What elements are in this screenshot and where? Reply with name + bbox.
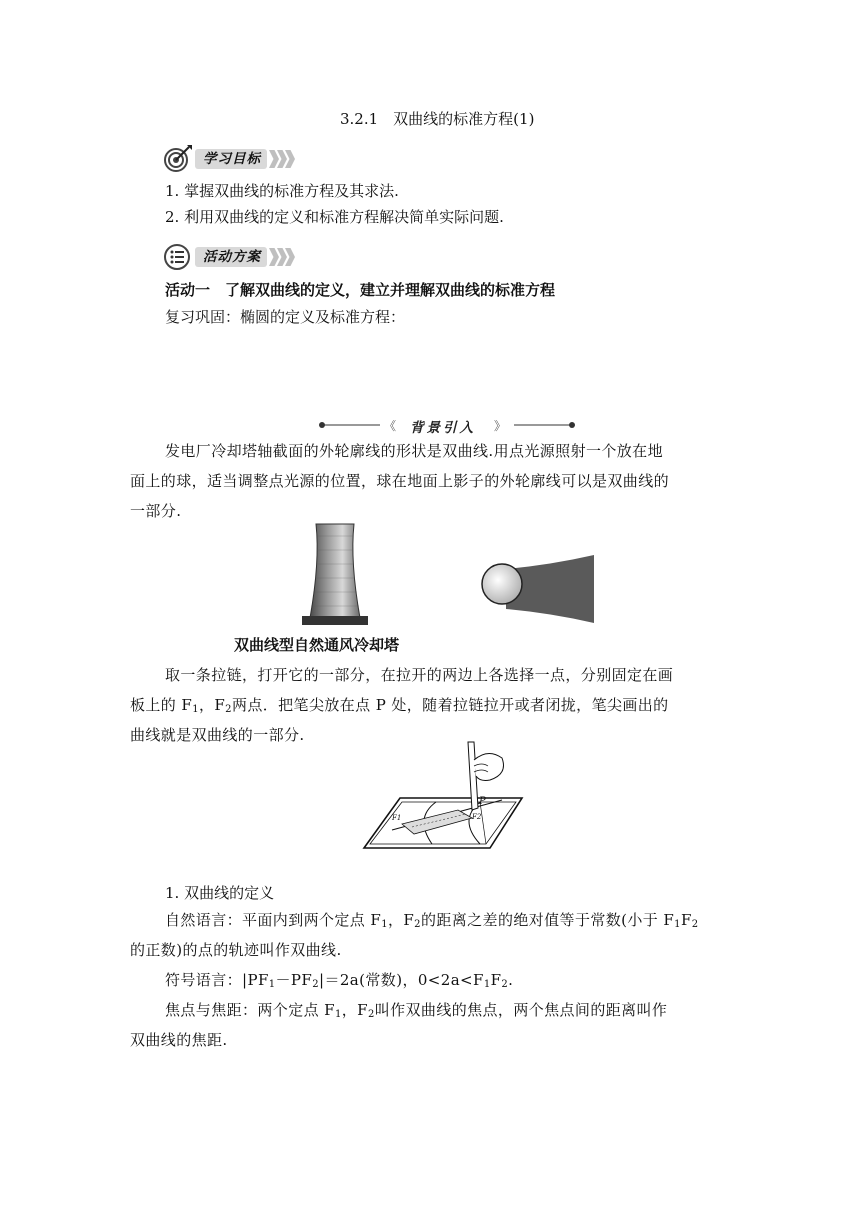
paragraph-line: 曲线就是双曲线的一部分. [130, 726, 305, 744]
definition-heading: 1. 双曲线的定义 [165, 884, 275, 902]
text-run: 符号语言：|PF [165, 971, 269, 989]
subscript: 2 [691, 919, 699, 930]
text-run: 的距离之差的绝对值等于常数(小于 F [420, 911, 675, 929]
review-prompt: 复习巩固：椭圆的定义及标准方程： [165, 308, 406, 326]
intro-paragraph-1 [130, 436, 740, 526]
objective-item: 1. 掌握双曲线的标准方程及其求法. [165, 182, 399, 200]
text-run: ，F [341, 1001, 368, 1019]
subscript: 2 [414, 919, 421, 930]
paragraph-line: 的正数)的点的轨迹叫作双曲线. [130, 941, 342, 959]
chevron-decoration-icon [269, 248, 293, 266]
paragraph-line [130, 690, 740, 720]
point-f2-label: F2 [472, 813, 482, 821]
plan-label: 活动方案 [195, 247, 267, 267]
chevron-decoration-icon [269, 150, 293, 168]
subscript: 1 [192, 704, 199, 715]
target-icon [163, 144, 193, 174]
subscript: 1 [381, 919, 388, 930]
section-title: 3.2.1 双曲线的标准方程(1) [340, 110, 535, 128]
text-run: . [508, 971, 514, 989]
cooling-tower-image [300, 522, 370, 625]
subscript: 1 [334, 1009, 342, 1020]
intro-paragraph-2 [130, 660, 740, 750]
section-divider [318, 415, 576, 435]
paragraph-line: 发电厂冷却塔轴截面的外轮廓线的形状是双曲线.用点光源照射一个放在地 [165, 442, 663, 460]
objectives-banner [163, 148, 293, 170]
image-caption: 双曲线型自然通风冷却塔 [234, 636, 400, 654]
subscript: 2 [501, 979, 509, 990]
subscript: 2 [312, 979, 319, 990]
definition-body [130, 905, 740, 1055]
text-run: 自然语言：平面内到两个定点 F [165, 911, 382, 929]
text-run: 板上的 F [130, 696, 193, 714]
text-run: ，F [387, 911, 415, 929]
subscript: 1 [268, 979, 276, 990]
list-icon [163, 242, 193, 272]
subscript: 1 [483, 979, 491, 990]
subscript: 2 [367, 1009, 375, 1020]
objective-item: 2. 利用双曲线的定义和标准方程解决简单实际问题. [165, 208, 504, 226]
point-p-label: P [479, 796, 486, 807]
paragraph-line [130, 965, 740, 995]
svg-text:《: 《 [384, 419, 397, 433]
plan-banner [163, 246, 293, 268]
text-run: F [680, 911, 692, 929]
paragraph-line: 面上的球，适当调整点光源的位置，球在地面上影子的外轮廓线可以是双曲线的 [130, 472, 670, 490]
text-run: F [490, 971, 502, 989]
zipper-hyperbola-figure [362, 740, 532, 852]
subscript: 2 [225, 704, 232, 715]
ball-shadow-image [480, 553, 595, 625]
paragraph-line: 取一条拉链，打开它的一部分，在拉开的两边上各选择一点，分别固定在画 [165, 666, 674, 684]
activity-heading: 活动一 了解双曲线的定义，建立并理解双曲线的标准方程 [165, 281, 556, 299]
text-run: －PF [275, 971, 313, 989]
text-run: 焦点与焦距：两个定点 F [165, 1001, 335, 1019]
text-run: 叫作双曲线的焦点，两个焦点间的距离叫作 [374, 1001, 668, 1019]
point-f1-label: F1 [392, 814, 402, 822]
text-run: 两点．把笔尖放在点 P 处，随着拉链拉开或者闭拢，笔尖画出的 [231, 696, 669, 714]
paragraph-line [130, 995, 740, 1025]
text-run: |＝2a(常数)，0<2a<F [319, 971, 484, 989]
subscript: 1 [674, 919, 681, 930]
svg-text:》: 》 [494, 419, 507, 433]
text-run: ，F [198, 696, 226, 714]
paragraph-line: 双曲线的焦距. [130, 1031, 228, 1049]
objectives-label: 学习目标 [195, 149, 267, 169]
divider-label: 背景引入 [410, 420, 476, 436]
paragraph-line: 一部分. [130, 502, 182, 520]
paragraph-line [130, 905, 740, 935]
